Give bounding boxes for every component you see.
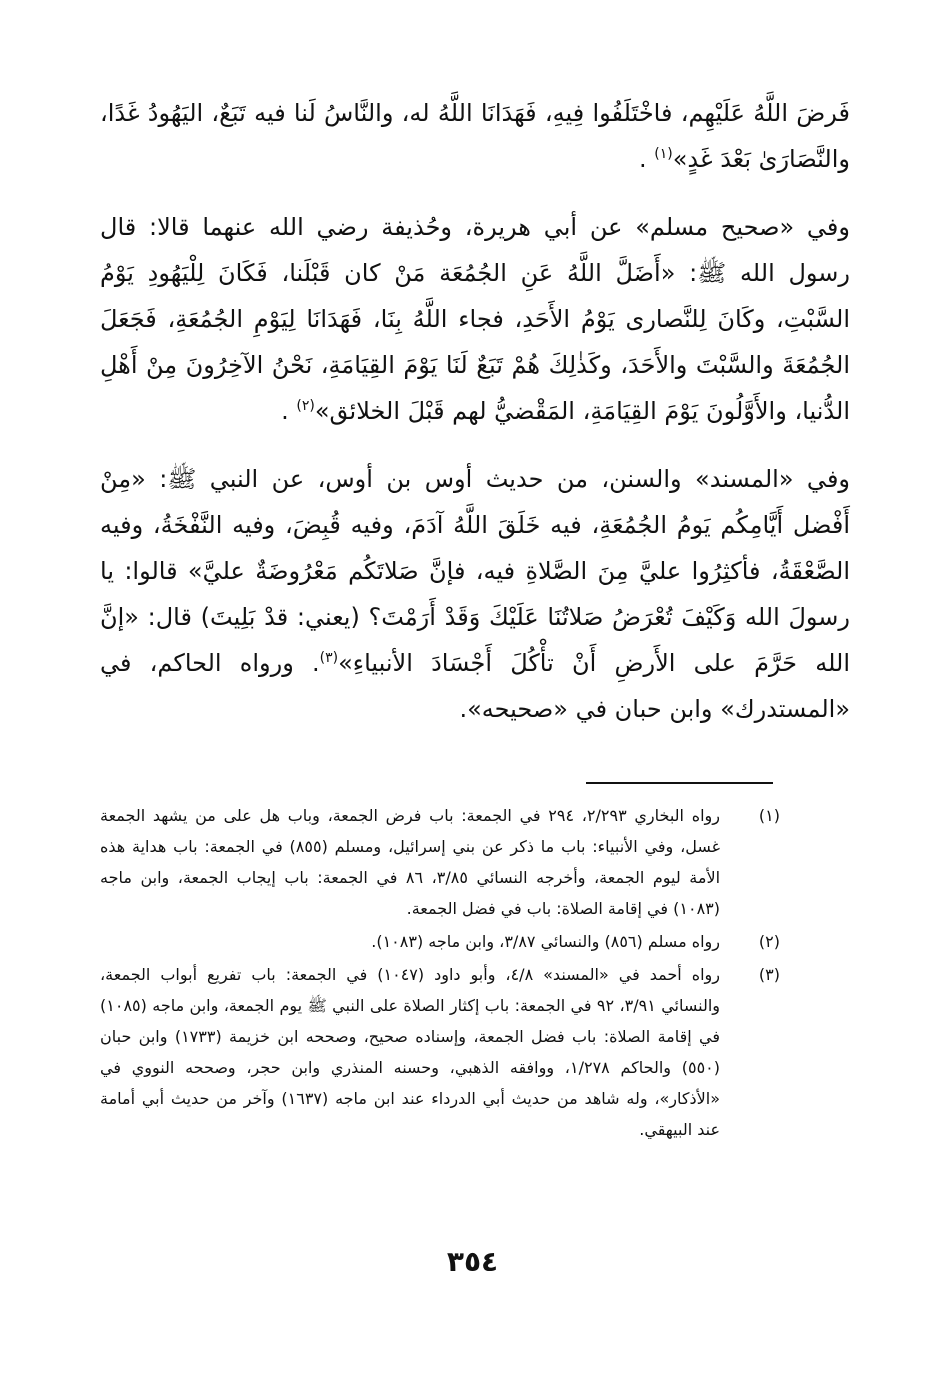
main-text: [100, 90, 850, 754]
footnote-ref-3: (٣): [319, 650, 339, 666]
paragraph-1-text: فَرضَ اللَّهُ عَلَيْهِم، فاخْتَلَفُوا فِيهِ، فَهَدَانَا اللَّهُ له، والنَّاسُ لَنا فيه تَبَعٌ، اليَهُودُ غَدًا، والنَّصَارَىٰ بَعْدَ غَدٍ»: [100, 99, 850, 173]
page-number: ٣٥٤: [446, 1245, 499, 1278]
paragraph-3: [100, 456, 850, 732]
footnotes: [100, 800, 780, 1147]
paragraph-1-tail: .: [639, 145, 655, 173]
paragraph-2: [100, 204, 850, 434]
footnote-text: رواه البخاري ٢/٢٩٣، ٢٩٤ في الجمعة: باب فرض الجمعة، وباب هل على من يشهد الجمعة غسل، وفي الأنبياء: باب ما ذكر عن بني إسرائيل، ومسلم (٨٥٥) في الجمعة: باب هداية هذه الأمة ليوم الجمعة، وأخرجه النسائي ٣/٨٥، ٨٦ في الجمعة: باب إيجاب الجمعة، وابن ماجه (١٠٨٣) في إقامة الصلاة: باب في فضل الجمعة.: [100, 806, 721, 918]
footnote-number: (١): [758, 806, 780, 825]
footnote-ref-2: (٢): [296, 398, 315, 414]
footnote-ref-1: (١): [654, 146, 673, 162]
footnote-text: رواه مسلم (٨٥٦) والنسائي ٣/٨٧، وابن ماجه (١٠٨٣).: [371, 932, 720, 951]
footnote-number: (٢): [758, 932, 780, 951]
paragraph-3-text: وفي «المسند» والسنن، من حديث أوس بن أوس، عن النبي ﷺ: «مِنْ أَفْضل أَيَّامِكُم يَومُ الجُمُعَةِ، فيه خَلَقَ اللَّهُ آدَمَ، وفيه قُبِضَ، وفيه النَّفْخَةُ، وفيه الصَّعْقَةُ، فأكثِرُوا عليَّ مِنَ الصَّلاةِ فيه، فإنَّ صَلاتَكُم مَعْرُوضَةٌ عليَّ» قالوا: يا رسولَ الله وَكَيْفَ تُعْرَضُ صَلاتُنَا عَلَيْكَ وَقَدْ أَرَمْتَ؟ (يعني: قدْ بَلِيتَ) قال: «إنَّ الله حَرَّمَ على الأَرضِ أَنْ تأْكُلَ أَجْسَادَ الأنبياءِ»: [100, 465, 850, 677]
footnote-3: [100, 959, 780, 1145]
footnote-text: رواه أحمد في «المسند» ٤/٨، وأبو داود (١٠٤٧) في الجمعة: باب تفريع أبواب الجمعة، والنسائي ٣/٩١، ٩٢ في الجمعة: باب إكثار الصلاة على النبي ﷺ يوم الجمعة، وابن ماجه (١٠٨٥) في إقامة الصلاة: باب فضل الجمعة، وإسناده صحيح، وصححه ابن خزيمة (١٧٣٣) وابن حبان (٥٥٠) والحاكم ١/٢٧٨، ووافقه الذهبي، وحسنه المنذري وابن حجر، وصححه النووي في «الأذكار»، وله شاهد من حديث أبي الدرداء عند ابن ماجه (١٦٣٧) وآخر من حديث أبي أمامة عند البيهقي.: [100, 965, 721, 1139]
paragraph-3-tail: . ورواه الحاكم، في «المستدرك» وابن حبان في «صحيحه».: [100, 649, 850, 723]
footnote-separator: [586, 782, 773, 784]
footnote-number: (٣): [758, 965, 780, 984]
paragraph-2-text: وفي «صحيح مسلم» عن أبي هريرة، وحُذيفة رضي الله عنهما قالا: قال رسول الله ﷺ: «أَضَلَّ اللَّهُ عَنِ الجُمُعَة مَنْ كان قَبْلَنا، فَكَانَ لِلْيَهُودِ يَوْمُ السَّبْتِ، وكَانَ لِلنَّصارى يَوْمُ الأَحَدِ، فجاء اللَّهُ بِنَا، فَهَدَانَا لِيَوْمِ الجُمُعَةِ، فَجَعَلَ الجُمُعَةَ والسَّبْتَ والأَحَدَ، وكَذٰلِكَ هُمْ تَبَعٌ لَنَا يَوْمَ القِيَامَةِ، نَحْنُ الآخِرُونَ مِنْ أَهْلِ الدُّنيا، والأَوَّلُونَ يَوْمَ القِيَامَةِ، المَقْضيُّ لهم قَبْلَ الخلائق»: [100, 213, 850, 425]
footnote-2: [100, 926, 780, 957]
paragraph-1: [100, 90, 850, 182]
footnote-1: [100, 800, 780, 924]
paragraph-2-tail: .: [281, 397, 297, 425]
